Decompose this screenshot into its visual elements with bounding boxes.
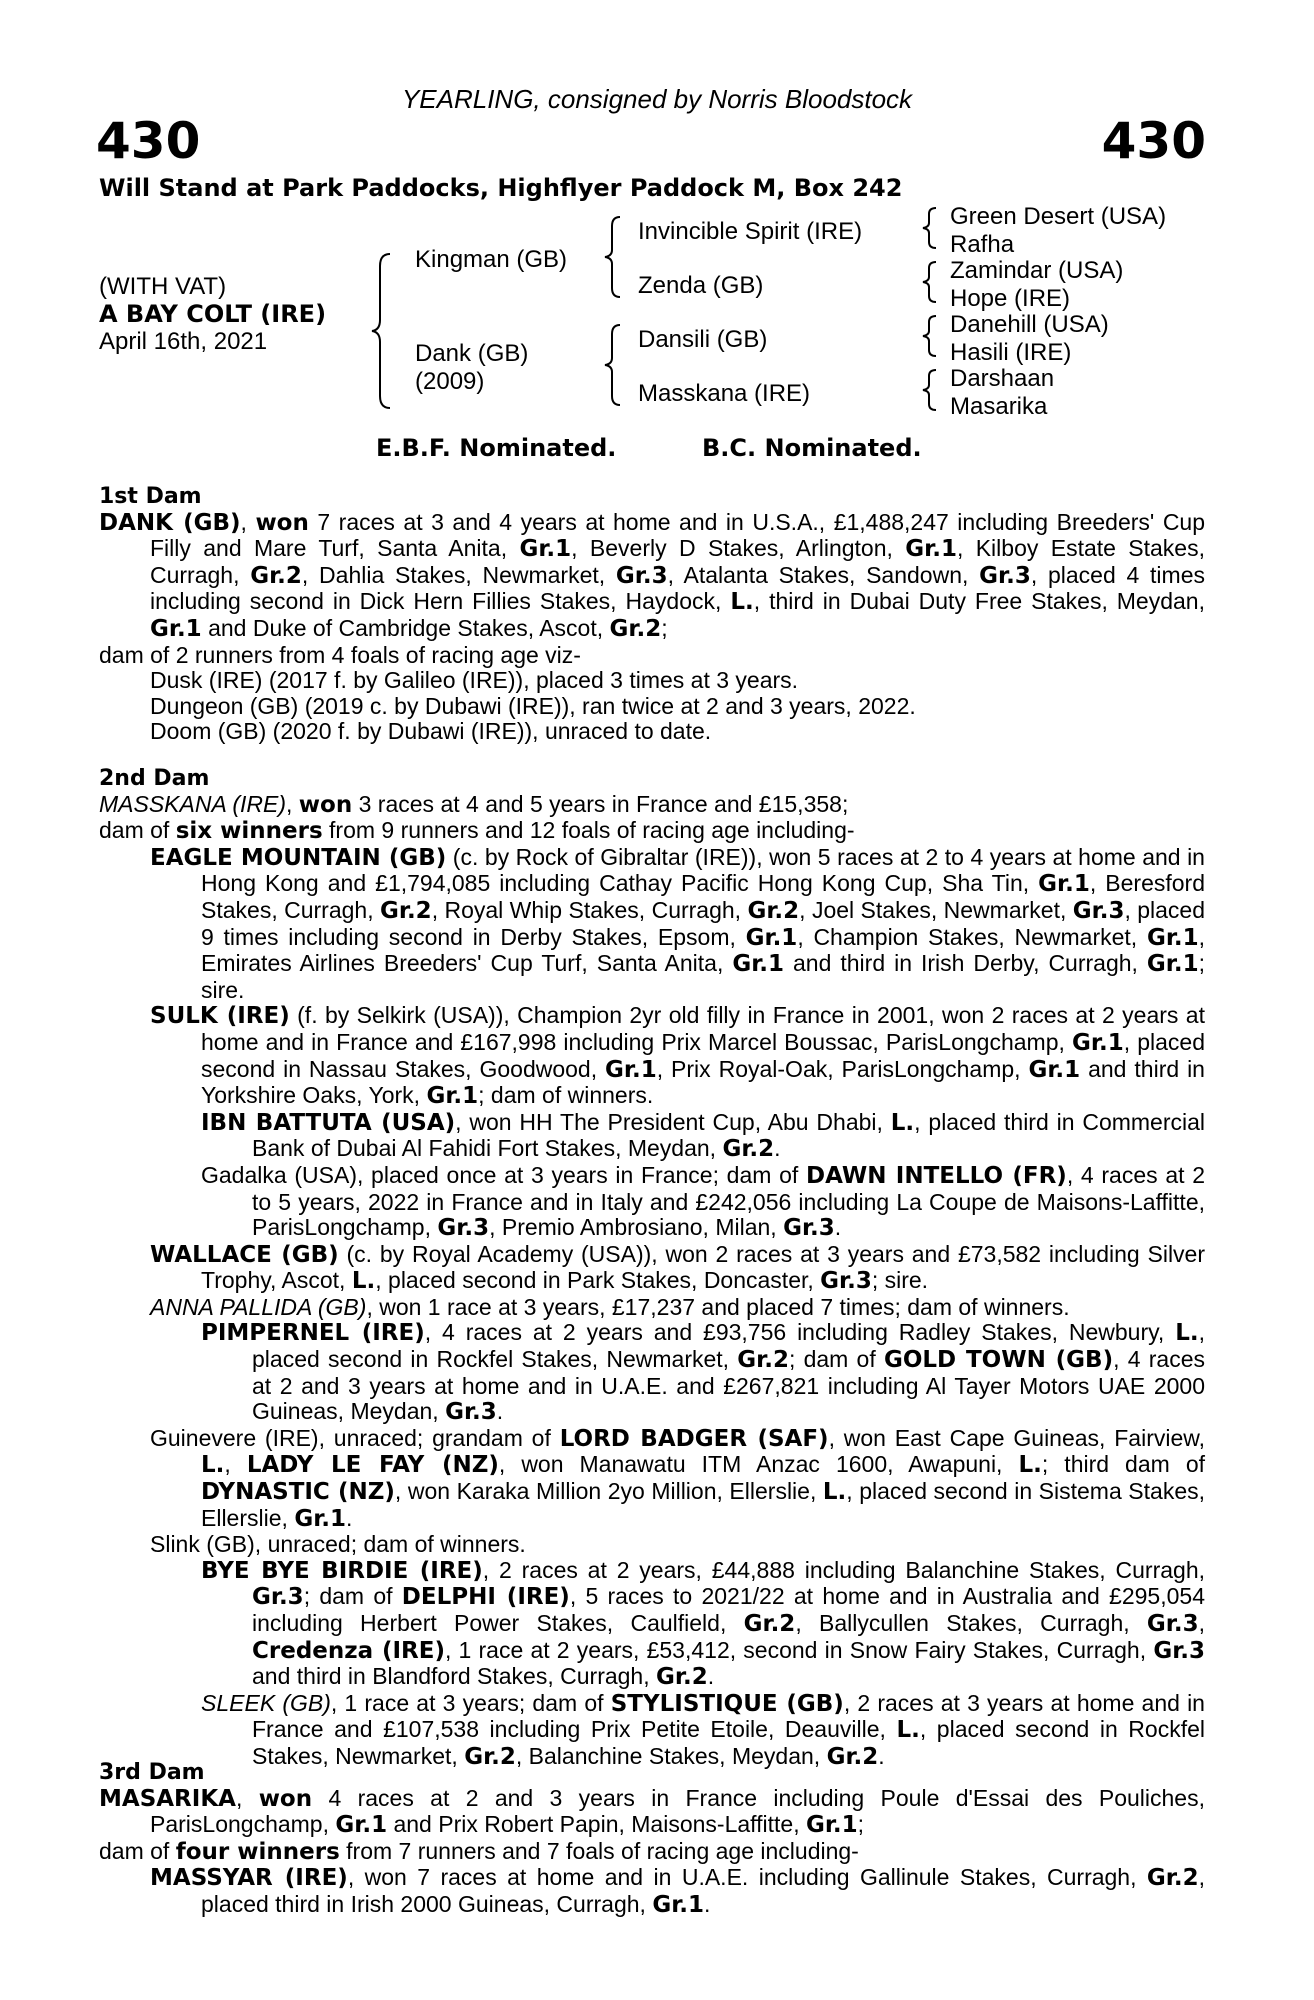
lot-number-left: 430	[96, 112, 201, 170]
ebf-nomination: E.B.F. Nominated.	[376, 434, 617, 462]
foaling-date: April 16th, 2021	[99, 328, 268, 355]
second-dam-produce-summary: dam of six winners from 9 runners and 12 foals of racing age including-	[99, 817, 855, 845]
stand-location: Will Stand at Park Paddocks, Highflyer Paddock M, Box 242	[99, 174, 903, 202]
pedigree-brace-g4	[920, 368, 942, 412]
third-dam-heading: 3rd Dam	[99, 1760, 205, 1785]
pedigree-brace-g1	[920, 206, 942, 250]
first-dam-produce-summary: dam of 2 runners from 4 foals of racing age viz-	[99, 641, 581, 668]
pedigree-g2: Rafha	[950, 231, 1015, 258]
pedigree-g8: Masarika	[950, 393, 1048, 420]
second-dam-record: MASSKANA (IRE), won 3 races at 4 and 5 years in France and £15,358;	[99, 790, 849, 818]
second-dam-section	[99, 766, 1205, 1771]
first-dam-record: DANK (GB), won 7 races at 3 and 4 years at home and in U.S.A., £1,488,247 including Breeders' Cup Filly and Mare Turf, Santa Anita, Gr.1, Beverly D Stakes, Arlington, Gr.1, Kilboy Estate Stakes, Curragh, Gr.2, Dahlia Stakes, Newmarket, Gr.3, Atalanta Stakes, Sandown, Gr.3, placed 4 times including second in Dick Hern Fillies Stakes, Haydock, L., third in Dubai Duty Free Stakes, Meydan, Gr.1 and Duke of Cambridge Stakes, Ascot, Gr.2;	[99, 508, 1206, 642]
pedigree-sire-dam: Zenda (GB)	[638, 272, 764, 299]
progeny-item: Dungeon (GB) (2019 c. by Dubawi (IRE)), ran twice at 2 and 3 years, 2022.	[150, 692, 916, 719]
progeny-item: Dusk (IRE) (2017 f. by Galileo (IRE)), placed 3 times at 3 years.	[150, 667, 799, 694]
pedigree-brace-dam	[602, 322, 626, 408]
pedigree-sire-sire: Invincible Spirit (IRE)	[638, 218, 863, 245]
pedigree-brace-g2	[920, 260, 942, 304]
pedigree-dam-dam: Masskana (IRE)	[638, 380, 811, 407]
lot-number-right: 430	[1101, 112, 1206, 170]
pedigree-dam: Dank (GB)	[415, 340, 529, 367]
first-dam-heading: 1st Dam	[99, 484, 202, 509]
consignment-line: YEARLING, consigned by Norris Bloodstock	[401, 84, 913, 114]
pedigree-brace-g3	[920, 314, 942, 358]
pedigree-g5: Danehill (USA)	[950, 311, 1109, 338]
progeny-ibn-battuta: IBN BATTUTA (USA), won HH The President Cup, Abu Dhabi, L., placed third in Commercial Bank of Dubai Al Fahidi Fort Stakes, Meydan, Gr.2.	[201, 1108, 1206, 1163]
progeny-guinevere: Guinevere (IRE), unraced; grandam of LORD BADGER (SAF), won East Cape Guineas, Fairview, L., LADY LE FAY (NZ), won Manawatu ITM Anzac 1600, Awapuni, L.; third dam of DYNASTIC (NZ), won Karaka Million 2yo Million, Ellerslie, L., placed second in Sistema Stakes, Ellerslie, Gr.1.	[150, 1424, 1205, 1532]
progeny-pimpernel: PIMPERNEL (IRE), 4 races at 2 years and £93,756 including Radley Stakes, Newbury, L., placed second in Rockfel Stakes, Newmarket, Gr.2; dam of GOLD TOWN (GB), 4 races at 2 and 3 years at home and in U.A.E. and £267,821 including Al Tayer Motors UAE 2000 Guineas, Meydan, Gr.3.	[201, 1319, 1205, 1426]
horse-name: A BAY COLT (IRE)	[99, 300, 327, 328]
pedigree-dam-sire: Dansili (GB)	[638, 326, 768, 353]
vat-note: (WITH VAT)	[99, 273, 227, 300]
pedigree-g7: Darshaan	[950, 365, 1055, 392]
progeny-sulk: SULK (IRE) (f. by Selkirk (USA)), Champion 2yr old filly in France in 2001, won 2 races at 2 years at home and in France and £167,998 including Prix Marcel Boussac, ParisLongchamp, Gr.1, placed second in Nassau Stakes, Goodwood, Gr.1, Prix Royal-Oak, ParisLongchamp, Gr.1 and third in Yorkshire Oaks, York, Gr.1; dam of winners.	[150, 1002, 1205, 1110]
pedigree-g4: Hope (IRE)	[950, 285, 1071, 312]
first-dam-section	[99, 484, 1205, 745]
pedigree-brace-sire	[602, 214, 626, 300]
progeny-sleek: SLEEK (GB), 1 race at 3 years; dam of STYLISTIQUE (GB), 2 races at 3 years at home and in France and £107,538 including Prix Petite Etoile, Deauville, L., placed second in Rockfel Stakes, Newmarket, Gr.2, Balanchine Stakes, Meydan, Gr.2.	[201, 1689, 1205, 1770]
progeny-bye-bye-birdie: BYE BYE BIRDIE (IRE), 2 races at 2 years, £44,888 including Balanchine Stakes, Curragh, Gr.3; dam of DELPHI (IRE), 5 races to 2021/22 at home and in Australia and £295,054 including Herbert Power Stakes, Caulfield, Gr.2, Ballycullen Stakes, Curragh, Gr.3, Credenza (IRE), 1 race at 2 years, £53,412, second in Snow Fairy Stakes, Curragh, Gr.3 and third in Blandford Stakes, Curragh, Gr.2.	[201, 1556, 1205, 1691]
third-dam-produce-summary: dam of four winners from 7 runners and 7 foals of racing age including-	[99, 1837, 859, 1865]
pedigree-sire: Kingman (GB)	[415, 246, 568, 273]
progeny-eagle-mountain: EAGLE MOUNTAIN (GB) (c. by Rock of Gibraltar (IRE)), won 5 races at 2 to 4 years at home and in Hong Kong and £1,794,085 including Cathay Pacific Hong Kong Cup, Sha Tin, Gr.1, Beresford Stakes, Curragh, Gr.2, Royal Whip Stakes, Curragh, Gr.2, Joel Stakes, Newmarket, Gr.3, placed 9 times including second in Derby Stakes, Epsom, Gr.1, Champion Stakes, Newmarket, Gr.1, Emirates Airlines Breeders' Cup Turf, Santa Anita, Gr.1 and third in Irish Derby, Curragh, Gr.1; sire.	[150, 843, 1206, 1003]
pedigree-g3: Zamindar (USA)	[950, 257, 1124, 284]
pedigree-g6: Hasili (IRE)	[950, 339, 1072, 366]
second-dam-heading: 2nd Dam	[99, 766, 210, 791]
progeny-wallace: WALLACE (GB) (c. by Royal Academy (USA)), won 2 races at 3 years and £73,582 including Silver Trophy, Ascot, L., placed second in Park Stakes, Doncaster, Gr.3; sire.	[150, 1240, 1206, 1295]
progeny-anna-pallida: ANNA PALLIDA (GB), won 1 race at 3 years, £17,237 and placed 7 times; dam of winners.	[150, 1293, 1070, 1320]
pedigree-brace-main	[368, 250, 398, 412]
progeny-gadalka: Gadalka (USA), placed once at 3 years in France; dam of DAWN INTELLO (FR), 4 races at 2 to 5 years, 2022 in France and in Italy and £242,056 including La Coupe de Maisons-Laffitte, ParisLongchamp, Gr.3, Premio Ambrosiano, Milan, Gr.3.	[201, 1161, 1205, 1242]
progeny-massyar: MASSYAR (IRE), won 7 races at home and in U.A.E. including Gallinule Stakes, Curragh, Gr.2, placed third in Irish 2000 Guineas, Curragh, Gr.1.	[150, 1864, 1205, 1918]
bc-nomination: B.C. Nominated.	[702, 434, 922, 462]
third-dam-record: MASARIKA, won 4 races at 2 and 3 years in France including Poule d'Essai des Pouliches, ParisLongchamp, Gr.1 and Prix Robert Papin, Maisons-Laffitte, Gr.1;	[99, 1784, 1205, 1839]
pedigree-dam-year: (2009)	[415, 368, 485, 395]
progeny-slink: Slink (GB), unraced; dam of winners.	[150, 1531, 526, 1558]
third-dam-section	[99, 1760, 1205, 1919]
pedigree-g1: Green Desert (USA)	[950, 203, 1167, 230]
progeny-item: Doom (GB) (2020 f. by Dubawi (IRE)), unraced to date.	[150, 718, 712, 745]
